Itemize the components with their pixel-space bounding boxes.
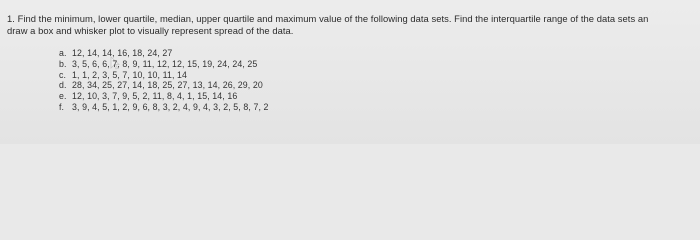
data-set-item xyxy=(59,48,269,59)
data-set-item xyxy=(59,91,269,102)
data-set-values: 3, 5, 6, 6, 7, 8, 9, 11, 12, 12, 15, 19, 24, 24, 25 xyxy=(72,58,258,69)
data-set-item xyxy=(59,80,269,91)
data-set-values: 3, 9, 4, 5, 1, 2, 9, 6, 8, 3, 2, 4, 9, 4, 3, 2, 5, 8, 7, 2 xyxy=(72,101,269,112)
data-set-letter: d. xyxy=(59,80,67,91)
data-set-values: 12, 10, 3, 7, 9, 5, 2, 11, 8, 4, 1, 15, 14, 16 xyxy=(72,91,238,102)
question-line-2: draw a box and whisker plot to visually represent spread of the data. xyxy=(7,25,294,36)
data-set-item xyxy=(59,70,269,81)
data-set-list xyxy=(59,48,269,113)
data-set-letter: f. xyxy=(59,101,65,112)
data-set-values: 1, 1, 2, 3, 5, 7, 10, 10, 11, 14 xyxy=(72,69,188,80)
data-set-values: 28, 34, 25, 27, 14, 18, 25, 27, 13, 14, 26, 29, 20 xyxy=(72,80,263,91)
question-text xyxy=(7,13,697,37)
data-set-values: 12, 14, 14, 16, 18, 24, 27 xyxy=(72,48,173,58)
question-line-1: 1. Find the minimum, lower quartile, median, upper quartile and maximum value of the following data sets. Find the interquartile range of the data sets an xyxy=(7,13,649,24)
data-set-letter: e. xyxy=(59,91,67,102)
data-set-item xyxy=(59,102,269,113)
data-set-letter: a. xyxy=(59,48,67,58)
data-set-letter: c. xyxy=(59,69,67,80)
data-set-letter: b. xyxy=(59,58,67,69)
data-set-item xyxy=(59,59,269,70)
